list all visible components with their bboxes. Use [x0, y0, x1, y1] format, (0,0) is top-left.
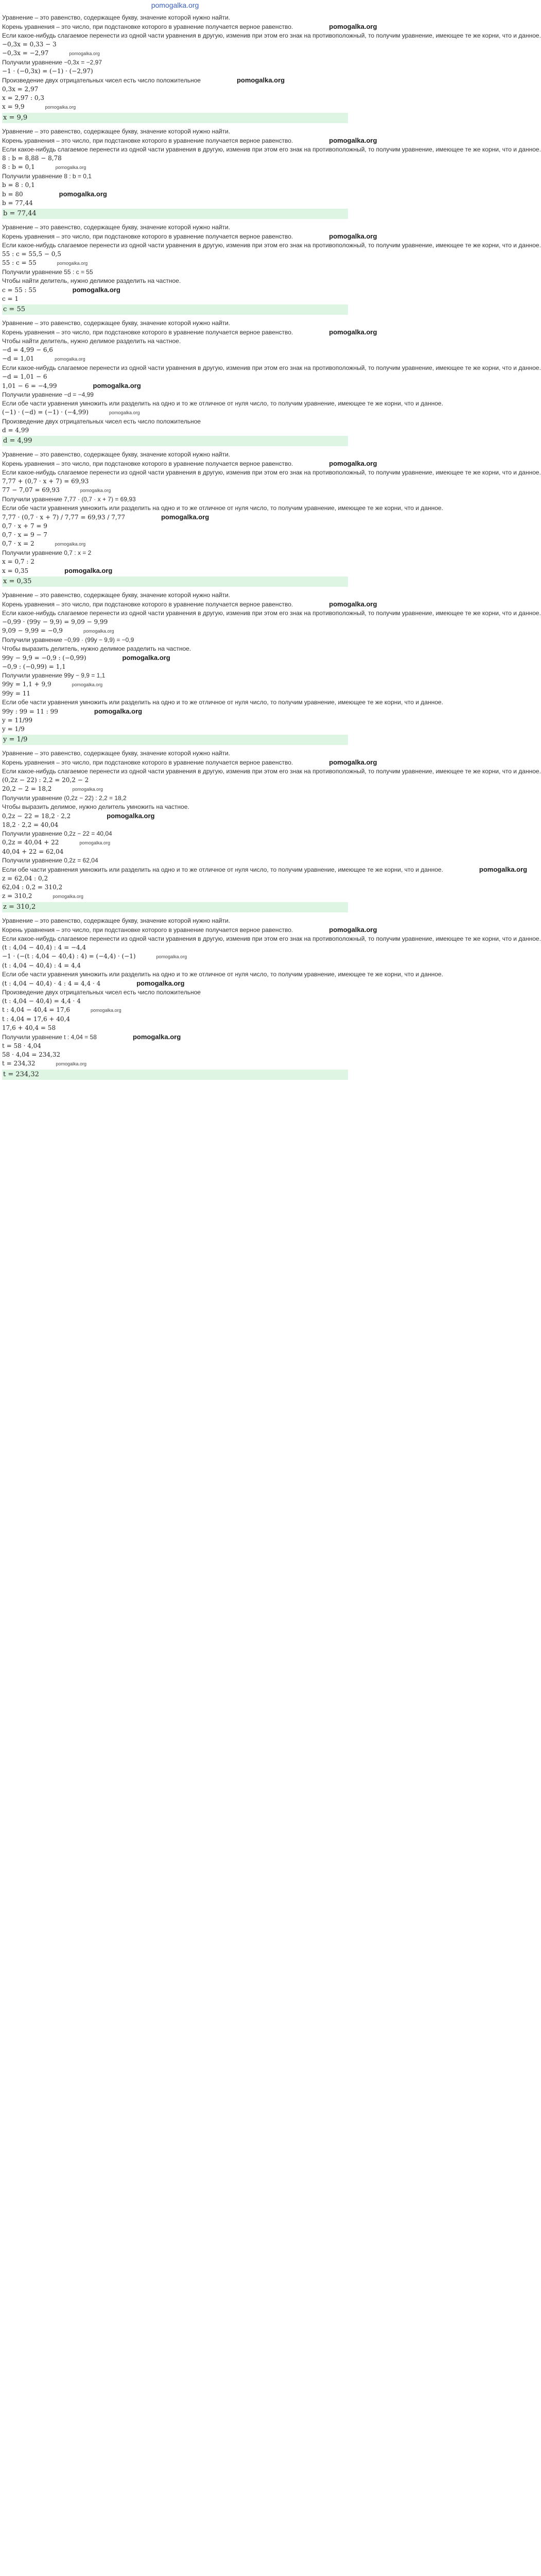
- equation-line: [2, 522, 348, 531]
- line-text: c = 1: [2, 295, 19, 302]
- line-text: 9,09 − 9,99 = −0,9: [2, 627, 63, 634]
- answer-highlight: [2, 577, 348, 587]
- equation-line: [2, 618, 348, 626]
- line-text: Если какое-нибудь слагаемое перенести из одной части уравнения в другую, изменив при этом его знак на противоположный, то получим уравнение, имеющее те же корни, что и данное.: [2, 609, 541, 617]
- equation-line: [2, 680, 348, 689]
- line-text: 55 : c = 55: [2, 259, 37, 266]
- line-text: 58 · 4,04 = 234,32: [2, 1051, 61, 1058]
- line-text: Получили уравнение −0,99 · (99y − 9,9) = −0,9: [2, 636, 134, 643]
- line-text: Получили уравнение −0,3x = −2,97: [2, 59, 102, 66]
- line-text: Уравнение – это равенство, содержащее букву, значение которой нужно найти.: [2, 451, 231, 458]
- line-text: Уравнение – это равенство, содержащее букву, значение которой нужно найти.: [2, 319, 231, 327]
- line-text: Получили уравнение 0,2z − 22 = 40,04: [2, 830, 112, 837]
- watermark: pomogalka.org: [59, 190, 107, 198]
- line-text: Уравнение – это равенство, содержащее букву, значение которой нужно найти.: [2, 14, 231, 21]
- line-text: 17,6 + 40,4 = 58: [2, 1024, 56, 1031]
- explanation-line: [2, 803, 348, 811]
- line-text: c = 55 : 55: [2, 286, 37, 294]
- explanation-line: [2, 319, 348, 328]
- line-text: Если какое-нибудь слагаемое перенести из одной части уравнения в другую, изменив при этом его знак на противоположный, то получим уравнение, имеющее те же корни, что и данное.: [2, 364, 541, 371]
- line-text: 7,77 · (0,7 · x + 7) / 7,77 = 69,93 / 7,77: [2, 514, 125, 521]
- solution-block: [2, 450, 541, 587]
- explanation-line: [2, 794, 348, 803]
- watermark: pomogalka.org: [72, 286, 120, 294]
- line-text: x = 0,35: [2, 567, 29, 574]
- line-text: (t : 4,04 − 40,4) · 4 : 4 = 4,4 · 4: [2, 980, 101, 987]
- equation-line: [2, 486, 348, 495]
- line-text: Уравнение – это равенство, содержащее букву, значение которой нужно найти.: [2, 224, 231, 231]
- watermark: pomogalka.org: [55, 357, 85, 362]
- equation-line: [2, 539, 348, 549]
- line-text: Если какое-нибудь слагаемое перенести из одной части уравнения в другую, изменив при этом его знак на противоположный, то получим уравнение, имеющее те же корни, что и данное.: [2, 768, 541, 775]
- equation-line: [2, 250, 348, 259]
- explanation-line: [2, 22, 377, 31]
- watermark: pomogalka.org: [83, 629, 114, 634]
- equation-line: [2, 190, 348, 199]
- watermark: pomogalka.org: [329, 758, 377, 766]
- line-text: −1 · (−(t : 4,04 − 40,4) : 4) = (−4,4) · (−1): [2, 953, 136, 960]
- explanation-line: [2, 328, 377, 337]
- line-text: t = 234,32: [2, 1060, 36, 1067]
- line-text: Произведение двух отрицательных чисел есть число положительное: [2, 989, 201, 996]
- solutions-list: [2, 13, 541, 1080]
- explanation-line: [2, 609, 541, 618]
- line-text: Чтобы найти делитель, нужно делимое разделить на частное.: [2, 337, 181, 345]
- equation-line: [2, 626, 348, 636]
- line-text: 8 : b = 8,88 − 8,78: [2, 155, 62, 162]
- solution-block: [2, 917, 541, 1080]
- equation-line: [2, 811, 348, 821]
- equation-line: [2, 477, 348, 486]
- line-text: 55 : c = 55,5 − 0,5: [2, 250, 61, 258]
- line-text: b = 8 : 0,1: [2, 181, 35, 189]
- watermark: pomogalka.org: [161, 513, 210, 521]
- line-text: Если какое-нибудь слагаемое перенести из одной части уравнения в другую, изменив при этом его знак на противоположный, то получим уравнение, имеющее те же корни, что и данное.: [2, 32, 541, 39]
- watermark: pomogalka.org: [329, 460, 377, 467]
- equation-line: [2, 285, 348, 295]
- equation-line: [2, 259, 348, 268]
- equation-line: [2, 663, 348, 671]
- watermark: pomogalka.org: [91, 1008, 121, 1013]
- explanation-line: [2, 865, 528, 874]
- line-text: Чтобы выразить делитель, нужно делимое разделить на частное.: [2, 645, 191, 652]
- explanation-line: [2, 600, 377, 609]
- watermark: pomogalka.org: [329, 600, 377, 608]
- line-text: Чтобы выразить делимое, нужно делитель умножить на частное.: [2, 803, 189, 810]
- answer-highlight: [2, 436, 348, 446]
- line-text: −0,9 : (−0,99) = 1,1: [2, 663, 66, 670]
- line-text: Корень уравнения – это число, при подстановке которого в уравнение получается верное равенство.: [2, 460, 293, 467]
- line-text: t : 4,04 = 17,6 + 40,4: [2, 1015, 71, 1023]
- explanation-line: [2, 468, 541, 477]
- watermark: pomogalka.org: [55, 165, 86, 170]
- answer-highlight: [2, 304, 348, 315]
- equation-line: [2, 1050, 348, 1059]
- line-text: 0,7 · x = 2: [2, 540, 34, 547]
- line-text: −1 · (−0,3x) = (−1) · (−2,97): [2, 67, 93, 75]
- line-text: Корень уравнения – это число, при подстановке которого в уравнение получается верное равенство.: [2, 926, 293, 934]
- solution-block: [2, 591, 541, 745]
- equation-line: [2, 94, 348, 103]
- line-text: 0,2z − 22 = 18,2 · 2,2: [2, 812, 71, 820]
- line-text: −0,3x = 0,33 − 3: [2, 41, 57, 48]
- line-text: Получили уравнение 0,2z = 62,04: [2, 857, 98, 864]
- line-text: t : 4,04 − 40,4 = 17,6: [2, 1006, 71, 1013]
- line-text: y = 11/99: [2, 717, 33, 724]
- equation-line: [2, 821, 348, 829]
- answer-text: z = 310,2: [3, 903, 36, 911]
- equation-line: [2, 85, 348, 94]
- line-text: Корень уравнения – это число, при подстановке которого в уравнение получается верное равенство.: [2, 23, 293, 30]
- line-text: Получили уравнение 55 : c = 55: [2, 268, 93, 276]
- explanation-line: [2, 591, 348, 600]
- line-text: d = 4,99: [2, 427, 29, 434]
- answer-text: b = 77,44: [3, 210, 37, 217]
- explanation-line: [2, 459, 377, 468]
- line-text: 99y = 1,1 + 9,9: [2, 681, 51, 688]
- explanation-line: [2, 13, 348, 22]
- line-text: Если обе части уравнения умножить или разделить на одно и то же отличное от нуля число, то получим уравнение, имеющее те же корни, что и данное.: [2, 866, 443, 873]
- watermark: pomogalka.org: [94, 707, 143, 715]
- explanation-line: [2, 450, 348, 459]
- watermark: pomogalka.org: [72, 682, 103, 687]
- equation-line: [2, 716, 348, 725]
- line-text: x = 9,9: [2, 103, 25, 110]
- watermark: pomogalka.org: [93, 382, 141, 389]
- document: [0, 0, 541, 1080]
- line-text: 20,2 − 2 = 18,2: [2, 785, 52, 792]
- answer-text: d = 4,99: [3, 437, 32, 445]
- line-text: 0,7 · x + 7 = 9: [2, 522, 47, 530]
- line-text: t = 58 · 4,04: [2, 1042, 41, 1049]
- equation-line: [2, 566, 348, 575]
- line-text: b = 77,44: [2, 199, 33, 207]
- watermark: pomogalka.org: [122, 654, 170, 662]
- answer-text: t = 234,32: [3, 1071, 39, 1078]
- equation-line: [2, 892, 348, 901]
- explanation-line: [2, 645, 348, 653]
- line-text: x = 0,7 : 2: [2, 558, 34, 565]
- explanation-line: [2, 364, 541, 372]
- line-text: z = 310,2: [2, 892, 32, 900]
- line-text: (t : 4,04 − 40,4) : 4 = −4,4: [2, 944, 86, 951]
- watermark: pomogalka.org: [329, 328, 377, 336]
- explanation-line: [2, 337, 348, 346]
- equation-line: [2, 372, 348, 381]
- equation-line: [2, 1024, 348, 1032]
- line-text: Уравнение – это равенство, содержащее букву, значение которой нужно найти.: [2, 917, 231, 924]
- watermark: pomogalka.org: [79, 840, 110, 845]
- line-text: b = 80: [2, 191, 23, 198]
- line-text: Получили уравнение −d = −4,99: [2, 391, 94, 398]
- line-text: Если обе части уравнения умножить или разделить на одно и то же отличное от нуля число, то получим уравнение, имеющее те же корни, что и данное.: [2, 699, 443, 706]
- watermark: pomogalka.org: [57, 261, 88, 266]
- equation-line: [2, 557, 348, 566]
- line-text: 0,7 · x = 9 − 7: [2, 531, 47, 538]
- equation-line: [2, 1015, 348, 1024]
- line-text: Чтобы найти делитель, нужно делимое разделить на частное.: [2, 277, 181, 284]
- line-text: 99y = 11: [2, 690, 31, 697]
- line-text: Корень уравнения – это число, при подстановке которого в уравнение получается верное равенство.: [2, 601, 293, 608]
- equation-line: [2, 653, 348, 663]
- line-text: (t : 4,04 − 40,4) : 4 = 4,4: [2, 962, 81, 969]
- line-text: Если какое-нибудь слагаемое перенести из одной части уравнения в другую, изменив при этом его знак на противоположный, то получим уравнение, имеющее те же корни, что и данное.: [2, 242, 541, 249]
- explanation-line: [2, 970, 443, 979]
- equation-line: [2, 531, 348, 539]
- equation-line: [2, 513, 348, 522]
- watermark: pomogalka.org: [236, 76, 285, 84]
- line-text: Если какое-нибудь слагаемое перенести из одной части уравнения в другую, изменив при этом его знак на противоположный, то получим уравнение, имеющее те же корни, что и данное.: [2, 146, 541, 153]
- watermark: pomogalka.org: [329, 137, 377, 144]
- line-text: Корень уравнения – это число, при подстановке которого в уравнение получается верное равенство.: [2, 759, 293, 766]
- line-text: 8 : b = 0,1: [2, 163, 35, 171]
- explanation-line: [2, 829, 348, 838]
- line-text: Если какое-нибудь слагаемое перенести из одной части уравнения в другую, изменив при этом его знак на противоположный, то получим уравнение, имеющее те же корни, что и данное.: [2, 935, 541, 942]
- line-text: y = 1/9: [2, 725, 25, 733]
- explanation-line: [2, 391, 348, 399]
- line-text: Корень уравнения – это число, при подстановке которого в уравнение получается верное равенство.: [2, 329, 293, 336]
- explanation-line: [2, 277, 348, 285]
- equation-line: [2, 997, 348, 1006]
- equation-line: [2, 49, 348, 58]
- solution-block: [2, 223, 541, 315]
- line-text: Получили уравнение 8 : b = 0,1: [2, 173, 92, 180]
- watermark: pomogalka.org: [109, 410, 140, 415]
- watermark: pomogalka.org: [329, 232, 377, 240]
- watermark: pomogalka.org: [136, 979, 185, 987]
- watermark: pomogalka.org: [64, 567, 113, 574]
- watermark: pomogalka.org: [329, 926, 377, 934]
- watermark: pomogalka.org: [53, 894, 83, 899]
- explanation-line: [2, 268, 348, 277]
- answer-highlight: [2, 902, 348, 912]
- line-text: 99y : 99 = 11 : 99: [2, 708, 58, 715]
- solution-block: [2, 13, 541, 123]
- line-text: 18,2 · 2,2 = 40,04: [2, 821, 59, 828]
- explanation-line: [2, 698, 443, 707]
- explanation-line: [2, 223, 348, 232]
- equation-line: [2, 1006, 348, 1015]
- answer-text: x = 0,35: [3, 578, 32, 585]
- watermark: pomogalka.org: [55, 541, 86, 547]
- line-text: Произведение двух отрицательных чисел есть число положительное: [2, 77, 201, 84]
- equation-line: [2, 346, 348, 354]
- explanation-line: [2, 988, 348, 997]
- equation-line: [2, 785, 348, 794]
- line-text: −d = 1,01: [2, 355, 34, 362]
- watermark: pomogalka.org: [45, 105, 76, 110]
- line-text: −d = 1,01 − 6: [2, 373, 47, 380]
- equation-line: [2, 689, 348, 698]
- line-text: 40,04 + 22 = 62,04: [2, 848, 64, 855]
- watermark: pomogalka.org: [479, 866, 528, 873]
- line-text: z = 62,04 : 0,2: [2, 875, 48, 882]
- equation-line: [2, 163, 348, 172]
- line-text: 0,2z = 40,04 + 22: [2, 839, 59, 846]
- line-text: (0,2z − 22) : 2,2 = 20,2 − 2: [2, 776, 89, 784]
- line-text: Уравнение – это равенство, содержащее букву, значение которой нужно найти.: [2, 591, 231, 599]
- line-text: Получили уравнение 7,77 · (0,7 · x + 7) = 69,93: [2, 496, 136, 503]
- watermark: pomogalka.org: [69, 51, 100, 56]
- line-text: 62,04 : 0,2 = 310,2: [2, 884, 63, 891]
- solution-block: [2, 749, 541, 912]
- answer-text: c = 55: [3, 306, 25, 313]
- explanation-line: [2, 549, 348, 557]
- equation-line: [2, 883, 348, 892]
- watermark: pomogalka.org: [132, 1033, 181, 1041]
- explanation-line: [2, 145, 541, 154]
- explanation-line: [2, 58, 348, 67]
- explanation-line: [2, 504, 443, 513]
- watermark: pomogalka.org: [72, 787, 103, 792]
- line-text: −0,3x = −2,97: [2, 49, 49, 57]
- equation-line: [2, 961, 348, 970]
- line-text: x = 2,97 : 0,3: [2, 94, 44, 101]
- line-text: Если обе части уравнения умножить или разделить на одно и то же отличное от нуля число, то получим уравнение, имеющее те же корни, что и данное.: [2, 504, 443, 512]
- line-text: (−1) · (−d) = (−1) · (−4,99): [2, 409, 89, 416]
- watermark: pomogalka.org: [107, 812, 155, 820]
- line-text: Корень уравнения – это число, при подстановке которого в уравнение получается верное равенство.: [2, 233, 293, 240]
- answer-highlight: [2, 113, 348, 123]
- equation-line: [2, 1059, 348, 1069]
- line-text: Уравнение – это равенство, содержащее букву, значение которой нужно найти.: [2, 128, 231, 135]
- line-text: Получили уравнение 0,7 : x = 2: [2, 549, 92, 556]
- equation-line: [2, 426, 348, 435]
- line-text: Получили уравнение 99y − 9,9 = 1,1: [2, 672, 106, 679]
- explanation-line: [2, 76, 348, 85]
- equation-line: [2, 874, 348, 883]
- line-text: −d = 4,99 − 6,6: [2, 346, 53, 353]
- answer-highlight: [2, 1070, 348, 1080]
- solution-block: [2, 319, 541, 446]
- equation-line: [2, 952, 348, 961]
- equation-line: [2, 199, 348, 208]
- line-text: Получили уравнение t : 4,04 = 58: [2, 1033, 97, 1041]
- explanation-line: [2, 935, 541, 943]
- explanation-line: [2, 399, 443, 408]
- line-text: −0,99 · (99y − 9,9) = 9,09 − 9,99: [2, 618, 108, 625]
- equation-line: [2, 181, 348, 190]
- equation-line: [2, 295, 348, 303]
- explanation-line: [2, 136, 377, 145]
- equation-line: [2, 838, 348, 848]
- explanation-line: [2, 671, 348, 680]
- line-text: 1,01 − 6 = −4,99: [2, 382, 57, 389]
- equation-line: [2, 354, 348, 364]
- line-text: Если какое-нибудь слагаемое перенести из одной части уравнения в другую, изменив при этом его знак на противоположный, то получим уравнение, имеющее те же корни, что и данное.: [2, 469, 541, 476]
- explanation-line: [2, 232, 377, 241]
- line-text: 0,3x = 2,97: [2, 86, 39, 93]
- explanation-line: [2, 417, 348, 426]
- watermark: pomogalka.org: [56, 1061, 87, 1066]
- equation-line: [2, 725, 348, 734]
- explanation-line: [2, 925, 377, 935]
- line-text: 77 − 7,07 = 69,93: [2, 486, 60, 494]
- explanation-line: [2, 758, 377, 767]
- line-text: 99y − 9,9 = −0,9 : (−0,99): [2, 654, 86, 662]
- explanation-line: [2, 856, 348, 865]
- equation-line: [2, 103, 348, 112]
- line-text: Уравнение – это равенство, содержащее букву, значение которой нужно найти.: [2, 750, 231, 757]
- line-text: Если обе части уравнения умножить или разделить на одно и то же отличное от нуля число, то получим уравнение, имеющее те же корни, что и данное.: [2, 971, 443, 978]
- line-text: 7,77 + (0,7 · x + 7) = 69,93: [2, 478, 89, 485]
- equation-line: [2, 776, 348, 785]
- answer-highlight: [2, 209, 348, 219]
- line-text: (t : 4,04 − 40,4) = 4,4 · 4: [2, 997, 81, 1005]
- equation-line: [2, 67, 348, 76]
- watermark: pomogalka.org: [156, 954, 187, 959]
- watermark: pomogalka.org: [80, 488, 111, 493]
- equation-line: [2, 408, 348, 417]
- answer-text: x = 9,9: [3, 114, 28, 122]
- line-text: Если обе части уравнения умножить или разделить на одно и то же отличное от нуля число, то получим уравнение, имеющее те же корни, что и данное.: [2, 400, 443, 407]
- solution-block: [2, 127, 541, 219]
- equation-line: [2, 848, 348, 856]
- site-title[interactable]: pomogalka.org: [151, 1, 199, 9]
- explanation-line: [2, 917, 348, 925]
- explanation-line: [2, 767, 541, 776]
- equation-line: [2, 381, 348, 391]
- answer-text: y = 1/9: [3, 736, 28, 743]
- line-text: Получили уравнение (0,2z − 22) : 2,2 = 18,2: [2, 794, 127, 802]
- explanation-line: [2, 172, 348, 181]
- answer-highlight: [2, 735, 348, 745]
- equation-line: [2, 154, 348, 163]
- equation-line: [2, 943, 348, 952]
- explanation-line: [2, 636, 348, 645]
- explanation-line: [2, 749, 348, 758]
- explanation-line: [2, 495, 348, 504]
- explanation-line: [2, 31, 541, 40]
- equation-line: [2, 707, 348, 716]
- explanation-line: [2, 127, 348, 136]
- explanation-line: [2, 1032, 348, 1042]
- watermark: pomogalka.org: [329, 23, 377, 30]
- equation-line: [2, 1042, 348, 1050]
- explanation-line: [2, 241, 541, 250]
- line-text: Корень уравнения – это число, при подстановке которого в уравнение получается верное равенство.: [2, 137, 293, 144]
- equation-line: [2, 979, 348, 988]
- equation-line: [2, 40, 348, 49]
- line-text: Произведение двух отрицательных чисел есть число положительное: [2, 418, 201, 425]
